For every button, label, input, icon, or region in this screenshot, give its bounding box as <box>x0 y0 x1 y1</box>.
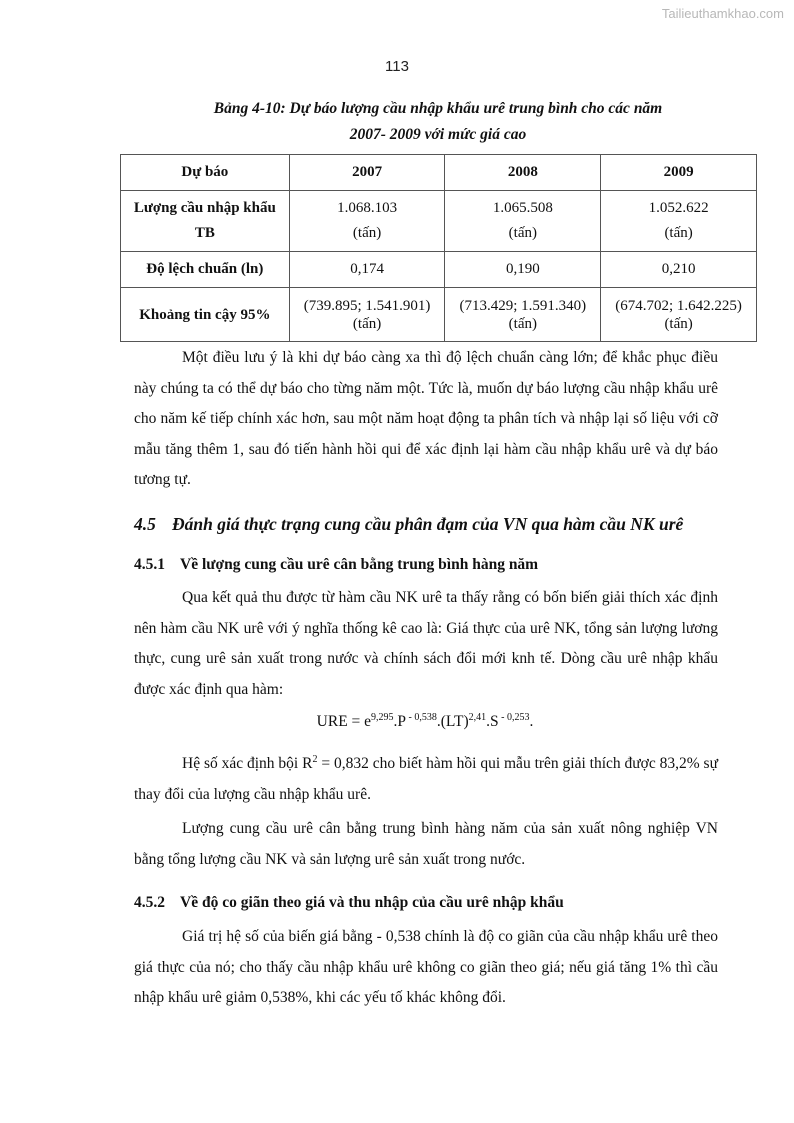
section-title: Về độ co giãn theo giá và thu nhập của cầu urê nhập khẩu <box>180 894 564 911</box>
value: (739.895; 1.541.901) <box>303 297 431 314</box>
unit: (tấn) <box>352 315 382 332</box>
unit: (tấn) <box>352 225 382 241</box>
cell-sd-2009: 0,210 <box>601 252 757 288</box>
header-2008: 2008 <box>445 155 601 191</box>
row-label-mean-demand <box>121 191 290 252</box>
section-title: Đánh giá thực trạng cung cầu phân đạm của VN qua hàm cầu NK urê <box>172 514 684 534</box>
cell-mean-2008 <box>445 191 601 252</box>
header-forecast: Dự báo <box>121 155 290 191</box>
section-heading-4-5-1 <box>134 556 538 574</box>
section-heading-4-5 <box>134 514 683 535</box>
header-2009: 2009 <box>601 155 757 191</box>
r-squared-exponent: 2 <box>312 754 318 765</box>
value: 1.068.103 <box>337 200 398 216</box>
unit: (tấn) <box>664 225 693 241</box>
formula-s-exponent: - 0,253 <box>498 712 530 723</box>
table-header-row <box>121 155 757 191</box>
cell-mean-2007 <box>289 191 445 252</box>
section-number: 4.5 <box>134 514 156 534</box>
caption-line-2: 2007- 2009 với mức giá cao <box>349 126 527 143</box>
paragraph-price-elasticity <box>134 922 718 1014</box>
formula-end: . <box>529 713 534 731</box>
label-line-2: TB <box>194 225 215 241</box>
table-row <box>121 288 757 342</box>
formula-lhs: URE = <box>316 713 365 731</box>
page-number: 113 <box>385 58 409 75</box>
formula-e-exponent: 9,295 <box>371 712 394 723</box>
cell-sd-2007: 0,174 <box>289 252 445 288</box>
section-heading-4-5-2 <box>134 894 564 912</box>
formula-lt-exponent: 2,41 <box>468 712 487 723</box>
unit: (tấn) <box>508 315 537 332</box>
formula-p-exponent: - 0,538 <box>406 712 437 723</box>
paragraph-text: Giá trị hệ số của biến giá bằng - 0,538 chính là độ co giãn của cầu nhập khẩu urê theo giá thực của nó; cho thấy cầu nhập khẩu urê không co giãn theo giá; nếu giá tăng 1% thì cầu nhập khẩu urê giảm 0,538%, khi các yếu tố khác không đổi. <box>134 928 718 1006</box>
row-label-std-dev: Độ lệch chuẩn (ln) <box>121 252 290 288</box>
caption-line-1: Bảng 4-10: Dự báo lượng cầu nhập khẩu urê trung bình cho các năm <box>213 100 663 117</box>
cell-ci-2007 <box>289 288 445 342</box>
paragraph-equilibrium <box>134 814 718 875</box>
cell-ci-2009 <box>601 288 757 342</box>
table-caption <box>120 96 756 148</box>
paragraph-r-squared <box>134 745 718 810</box>
unit: (tấn) <box>664 315 693 332</box>
formula-e: e <box>364 713 372 731</box>
watermark: Tailieuthamkhao.com <box>661 6 784 21</box>
section-title: Về lượng cung cầu urê cân bằng trung bình hàng năm <box>180 556 539 573</box>
paragraph-text: = 0,832 cho biết hàm hồi qui mẫu trên giải thích được 83,2% sự thay đổi của lượng cầu nhập khẩu urê. <box>134 755 718 803</box>
paragraph-text: Lượng cung cầu urê cân bằng trung bình hàng năm của sản xuất nông nghiệp VN bằng tổng lượng cầu NK và sản lượng urê sản xuất trong nước. <box>134 820 718 868</box>
formula-s: .S <box>486 713 499 731</box>
paragraph-text: Một điều lưu ý là khi dự báo càng xa thì độ lệch chuẩn càng lớn; để khắc phục điều này chúng ta có thể dự báo cho từng năm một. Tức là, muốn dự báo lượng cầu nhập khẩu urê cho năm kế tiếp chính xác hơn, sau một năm hoạt động ta phân tích và nhập lại số liệu với cỡ mẫu tăng thêm 1, sau đó tiến hành hồi qui để xác định lại hàm cầu nhập khẩu urê và dự báo tương tự. <box>134 349 718 488</box>
value: 1.065.508 <box>492 200 553 216</box>
value: 1.052.622 <box>648 200 709 216</box>
formula-lt: .(LT) <box>436 713 469 731</box>
value: (713.429; 1.591.340) <box>459 297 587 314</box>
section-number: 4.5.2 <box>134 894 165 911</box>
paragraph-demand-function <box>134 583 718 705</box>
label-line-1: Lượng cầu nhập khẩu <box>133 200 276 216</box>
cell-mean-2009 <box>601 191 757 252</box>
header-2007: 2007 <box>289 155 445 191</box>
table-row <box>121 191 757 252</box>
cell-sd-2008: 0,190 <box>445 252 601 288</box>
row-label-confidence-interval: Khoảng tin cậy 95% <box>121 288 290 342</box>
paragraph-forecast-note <box>134 343 718 496</box>
forecast-table <box>120 154 757 342</box>
section-number: 4.5.1 <box>134 556 165 573</box>
value: (674.702; 1.642.225) <box>615 297 742 314</box>
unit: (tấn) <box>508 225 537 241</box>
cell-ci-2008 <box>445 288 601 342</box>
table-row <box>121 252 757 288</box>
formula-p: .P <box>393 713 407 731</box>
paragraph-text: Hệ số xác định bội R <box>182 755 313 773</box>
demand-formula <box>0 712 794 731</box>
paragraph-text: Qua kết quả thu được từ hàm cầu NK urê ta thấy rằng có bốn biến giải thích xác định nên hàm cầu NK urê với ý nghĩa thống kê cao là: Giá thực của urê NK, tổng sản lượng lương thực, cung urê sản xuất trong nước và chính sách đổi mới knh tế. Dòng cầu urê nhập khẩu được xác định qua hàm: <box>134 589 718 698</box>
